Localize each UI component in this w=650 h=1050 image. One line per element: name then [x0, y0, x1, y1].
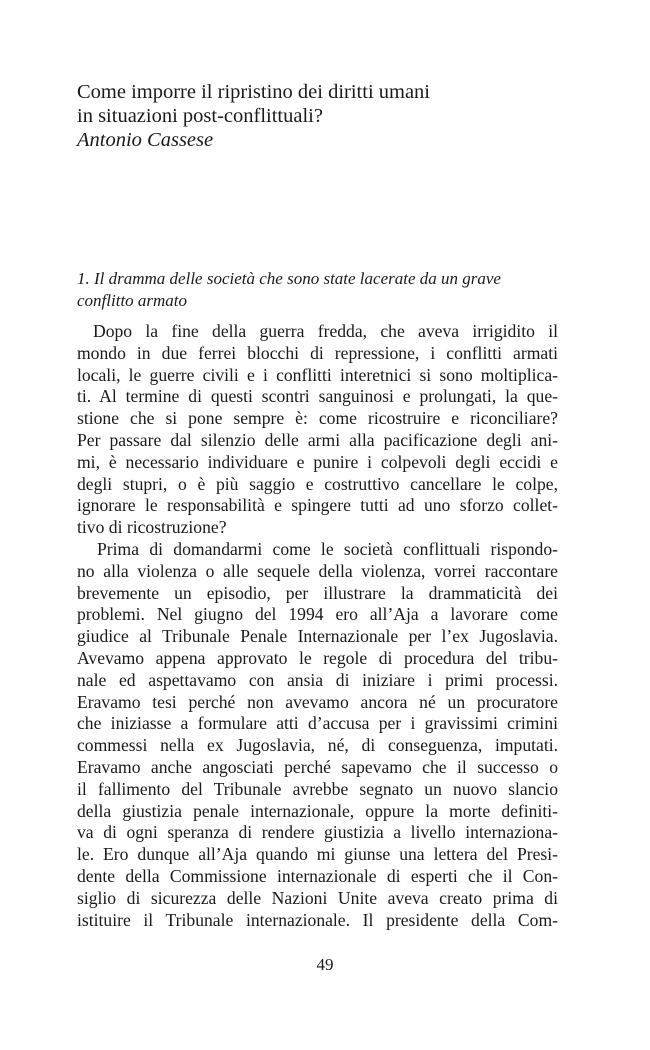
- paragraph-2-line: il fallimento del Tribunale avrebbe segnato un nuovo slancio: [77, 778, 558, 799]
- paragraph-1-line: degli stupri, o è più saggio e costruttivo cancellare le colpe,: [77, 473, 558, 494]
- paragraph-2-line: problemi. Nel giugno del 1994 ero all’Aja a lavorare come: [77, 604, 558, 625]
- paragraph-2-line: della giustizia penale internazionale, oppure la morte definiti-: [77, 800, 558, 821]
- paragraph-1-line: ti. Al termine di questi scontri sanguinosi e prolungati, la que-: [77, 386, 558, 407]
- paragraph-1-line: locali, le guerre civili e i conflitti interetnici si sono moltiplica-: [77, 364, 558, 385]
- article-author: Antonio Cassese: [77, 129, 214, 151]
- paragraph-2-line: giudice al Tribunale Penale Internazionale per l’ex Jugoslavia.: [77, 626, 558, 647]
- paragraph-1-line: mondo in due ferrei blocchi di repressione, i conflitti armati: [77, 342, 558, 363]
- paragraph-2-line: siglio di sicurezza delle Nazioni Unite aveva creato prima di: [77, 887, 558, 908]
- article-title-line-1: Come imporre il ripristino dei diritti umani: [77, 81, 431, 103]
- paragraph-2-line: commessi nella ex Jugoslavia, né, di conseguenza, imputati.: [77, 735, 558, 756]
- body-text: [77, 321, 558, 931]
- page-number: 49: [316, 955, 334, 974]
- paragraph-2-line: Eravamo anche angosciati perché sapevamo che il successo o: [77, 756, 558, 777]
- paragraph-2-line: Eravamo tesi perché non avevamo ancora né un procuratore: [77, 691, 558, 712]
- paragraph-1-line: Dopo la fine della guerra fredda, che aveva irrigidito il: [93, 321, 558, 341]
- paragraph-1-line: Per passare dal silenzio delle armi alla pacificazione degli ani-: [77, 429, 558, 450]
- paragraph-2-line: va di ogni speranza di rendere giustizia a livello internaziona-: [77, 822, 558, 843]
- paragraph-1-line: tivo di ricostruzione?: [77, 517, 227, 538]
- paragraph-2-line: Prima di domandarmi come le società conflittuali rispondo-: [97, 538, 558, 559]
- section-heading-line-1: 1. Il dramma delle società che sono state lacerate da un grave: [77, 269, 501, 288]
- section-heading-line-2: conflitto armato: [77, 291, 188, 310]
- paragraph-2-line: dente della Commissione internazionale di esperti che il Con-: [77, 865, 558, 886]
- paragraph-2-line: nale ed aspettavamo con ansia di iniziare i primi processi.: [77, 669, 558, 690]
- article-title-line-2: in situazioni post-conflittuali?: [77, 105, 323, 127]
- paragraph-2-line: che iniziasse a formulare atti d’accusa per i gravissimi crimini: [77, 713, 558, 734]
- article-title-block: [77, 80, 577, 152]
- paragraph-1-line: stione che si pone sempre è: come ricostruire e riconciliare?: [77, 408, 558, 429]
- paragraph-1-line: ignorare le responsabilità e spingere tutti ad uno sforzo collet-: [77, 495, 558, 516]
- section-heading: [77, 268, 567, 312]
- paragraph-2-line: le. Ero dunque all’Aja quando mi giunse una lettera del Presi-: [77, 844, 558, 865]
- paragraph-2-line: istituire il Tribunale internazionale. Il presidente della Com-: [77, 909, 558, 930]
- paragraph-2-line: Avevamo appena approvato le regole di procedura del tribu-: [77, 647, 558, 668]
- paragraph-2-line: no alla violenza o alle sequele della violenza, vorrei raccontare: [77, 560, 558, 581]
- paragraph-2-line: brevemente un episodio, per illustrare la drammaticità dei: [77, 582, 558, 603]
- paragraph-1-line: mi, è necessario individuare e punire i colpevoli degli eccidi e: [77, 451, 558, 472]
